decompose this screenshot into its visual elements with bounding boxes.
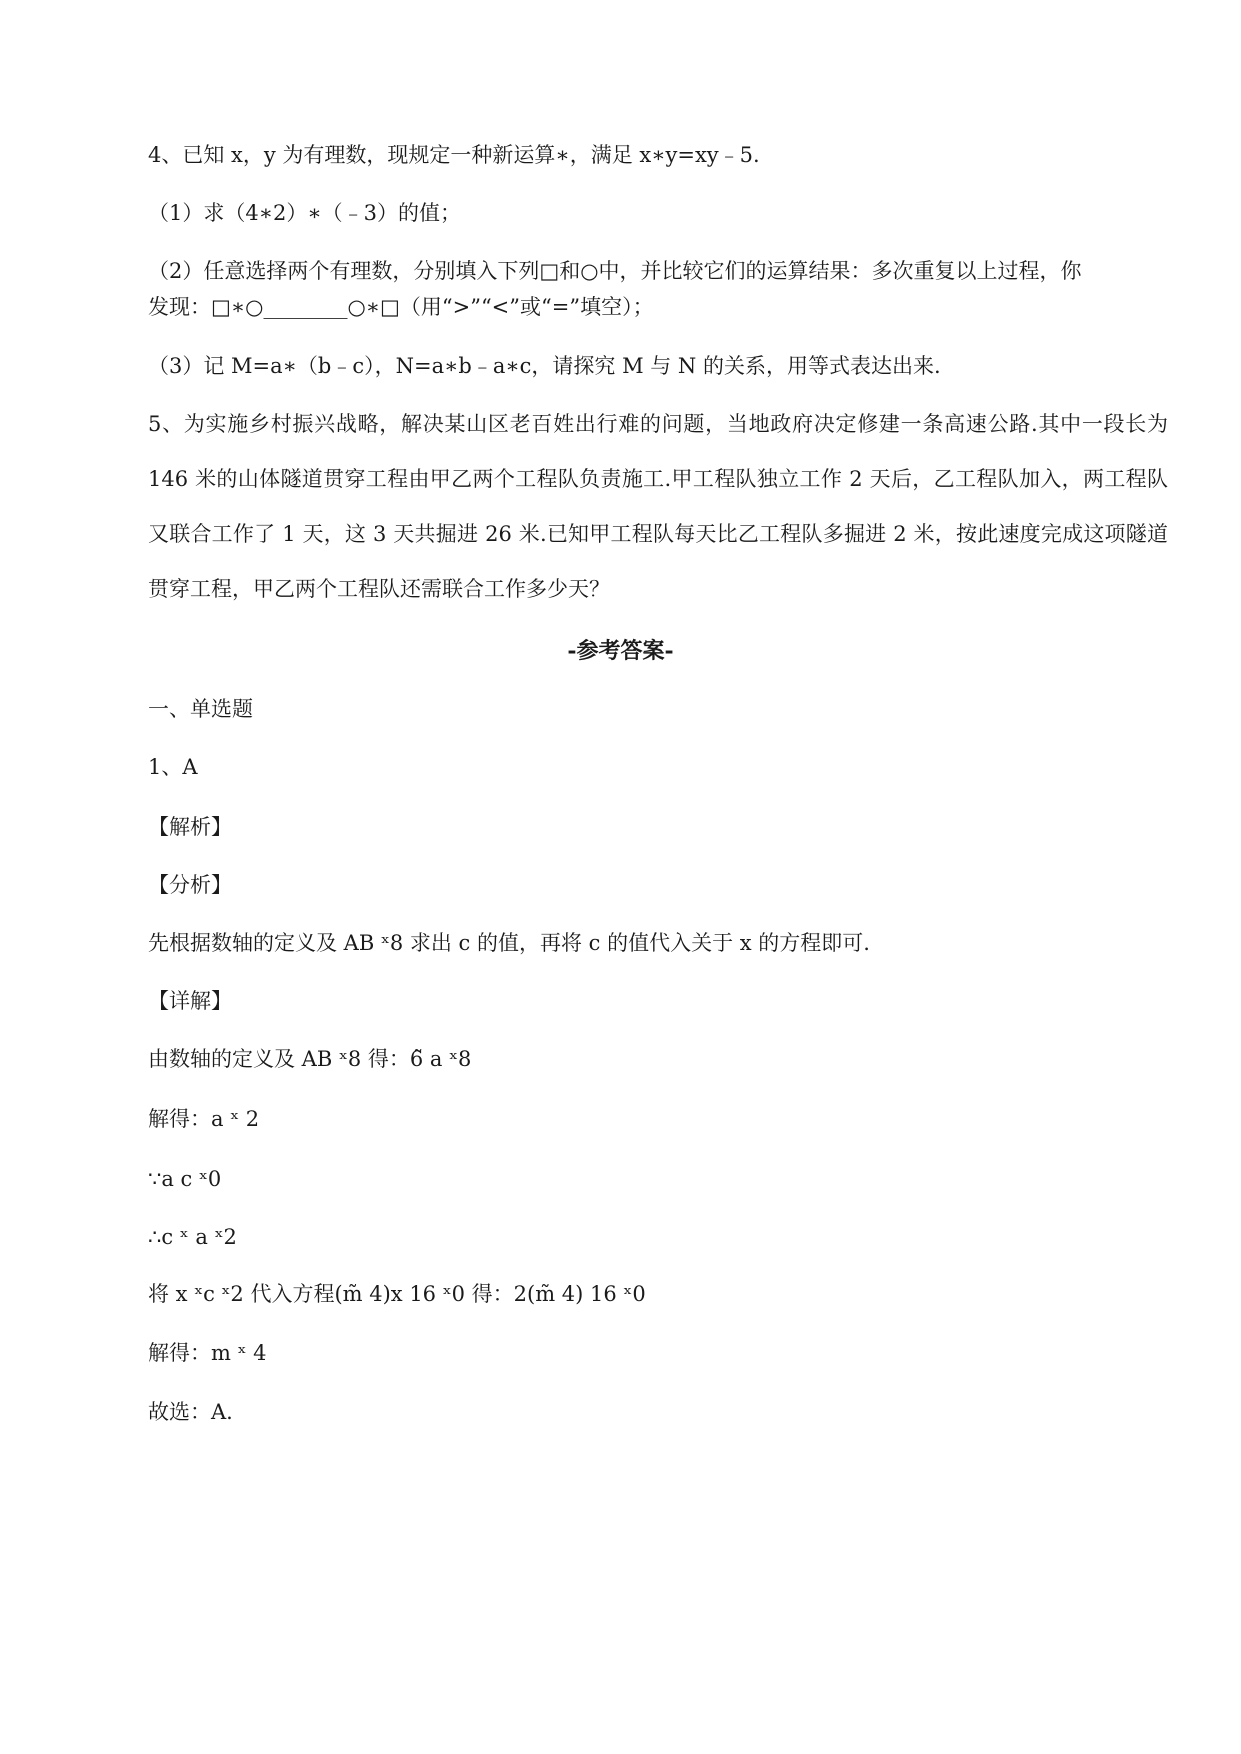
detail-label: 【详解】 [148,989,232,1013]
solution-step-3: ∵a c ˣ0 [148,1167,222,1191]
question-4-stem: 4、已知 x，y 为有理数，现规定一种新运算∗，满足 x∗y=xy﹣5. [148,143,760,167]
solution-step-5: 将 x ˣc ˣ2 代入方程(m̃ 4)x 16 ˣ0 得：2(m̃ 4) 16 ˣ0 [148,1282,646,1306]
question-4-part-2-line-2: 发现：□∗○________○∗□（用“>”“<”或“=”填空）； [148,295,654,319]
solution-step-2: 解得：a ˣ 2 [148,1107,260,1131]
fenxi-label: 【分析】 [148,873,232,897]
question-4-part-3: （3）记 M=a∗（b﹣c），N=a∗b﹣a∗c，请探究 M 与 N 的关系，用等式表达出来. [148,354,941,378]
answer-1: 1、A [148,755,198,779]
conclusion: 故选：A. [148,1400,233,1424]
solution-step-4: ∴c ˣ a ˣ2 [148,1225,237,1249]
answer-key-title: -参考答案- [567,638,674,664]
question-5-text: 5、为实施乡村振兴战略，解决某山区老百姓出行难的问题，当地政府决定修建一条高速公路.其中一段长为 146 米的山体隧道贯穿工程由甲乙两个工程队负责施工.甲工程队独立工作 2 天后，乙工程队加入，两工程队又联合工作了 1 天，这 3 天共掘进 26 米.已知甲工程队每天比乙工程队多掘进 2 米，按此速度完成这项隧道贯穿工程，甲乙两个工程队还需联合工作多少天？ [148,412,1168,601]
solution-step-6: 解得：m ˣ 4 [148,1341,267,1365]
analysis-label: 【解析】 [148,815,232,839]
question-4-part-1: （1）求（4∗2）∗（﹣3）的值； [148,201,461,225]
question-4-part-2-line-1: （2）任意选择两个有理数，分别填入下列□和○中，并比较它们的运算结果：多次重复以上过程，你 [148,259,1082,283]
analysis-text: 先根据数轴的定义及 AB ˣ8 求出 c 的值，再将 c 的值代入关于 x 的方程即可. [148,931,870,955]
solution-step-1: 由数轴的定义及 AB ˣ8 得：6̃ a ˣ8 [148,1047,472,1071]
section-heading: 一、单选题 [148,697,253,721]
